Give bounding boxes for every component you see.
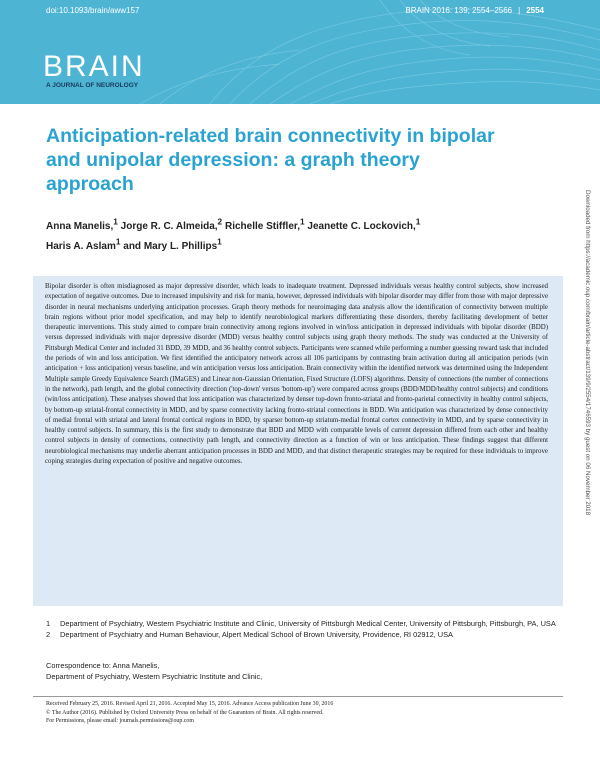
author-name: Jeanette C. Lockovich, <box>307 221 416 233</box>
author <box>307 217 421 233</box>
affiliation-number: 2 <box>46 629 51 639</box>
author <box>224 217 305 233</box>
journal-subtitle: A JOURNAL OF NEUROLOGY <box>46 82 139 89</box>
author-name: Richelle Stiffler, <box>224 221 300 233</box>
received-dates: Received February 25, 2016. Revised April 21, 2016. Accepted May 15, 2016. Advance Access publication June 30, 2016 <box>46 701 334 707</box>
affiliation-item <box>46 630 556 641</box>
citation-separator: | <box>518 6 521 15</box>
journal-logo: BRAIN <box>43 50 145 83</box>
citation-label <box>405 6 544 15</box>
author-name: Haris A. Aslam <box>46 240 116 252</box>
copyright-notice: © The Author (2016). Published by Oxford University Press on behalf of the Guarantors of Brain. All rights reserved. <box>46 709 324 716</box>
author-list <box>46 215 516 254</box>
author-affiliation-mark: 1 <box>415 217 421 227</box>
download-watermark <box>583 190 591 590</box>
author-affiliation-mark: 2 <box>217 217 223 227</box>
author-affiliation-mark: 1 <box>217 236 222 247</box>
citation-text: BRAIN 2016: 139; 2554–2566 <box>405 6 513 15</box>
download-watermark-text: Downloaded from https://academic.oup.com/brain/article-abstract/139/9/2554/1746593 by guest on 06 November 2018 <box>584 190 591 516</box>
affiliation-item <box>46 619 556 630</box>
author-name: Jorge R. C. Almeida, <box>120 221 218 233</box>
article-title: Anticipation-related brain connectivity in bipolar and unipolar depression: a graph theory approach <box>46 125 495 195</box>
correspondence-line: Department of Psychiatry, Western Psychiatric Institute and Clinic, <box>46 672 263 681</box>
affiliation-text: Department of Psychiatry, Western Psychiatric Institute and Clinic, University of Pittsburgh Medical Center, University of Pittsburgh, Pittsburgh, PA, USA <box>60 619 556 628</box>
page-number: 2554 <box>526 6 544 15</box>
author <box>46 217 118 233</box>
correspondence-line: Correspondence to: Anna Manelis, <box>46 661 160 670</box>
permissions-note: For Permissions, please email: journals.permissions@oup.com <box>46 718 194 725</box>
doi-label: doi:10.1093/brain/aww157 <box>46 6 140 15</box>
affiliation-number: 1 <box>46 619 51 628</box>
author-name: and Mary L. Phillips <box>123 240 218 252</box>
author-affiliation-mark: 1 <box>115 236 121 247</box>
affiliation-text: Department of Psychiatry and Human Behaviour, Alpert Medical School of Brown University, Providence, RI 02912, USA <box>60 629 453 639</box>
author <box>46 236 121 252</box>
author-affiliation-mark: 1 <box>113 217 118 227</box>
author-affiliation-mark: 1 <box>300 217 305 227</box>
author <box>120 217 223 233</box>
correspondence <box>46 660 556 682</box>
journal-banner <box>0 0 600 104</box>
author-name: Anna Manelis, <box>46 221 114 233</box>
publication-footer <box>46 700 556 726</box>
affiliations <box>46 619 556 640</box>
abstract-text: Bipolar disorder is often misdiagnosed as major depressive disorder, which leads to inadequate treatment. Depressed individuals versus healthy control subjects, show increased expectation of negative outcomes. Due to increased impulsivity and risk for mania, however, depressed individuals with bipolar disorder may differ from those with major depressive disorder in neural mechanisms underlying anticipation processes. Graph theory methods for neuroimaging data analysis allow the identification of connectivity between multiple brain regions without prior model specification, and may help to identify neurobiological markers differentiating these disorders, thereby facilitating development of better therapeutic interventions. This study aimed to compare brain connectivity among regions involved in win/loss anticipation in depressed individuals with bipolar disorder (BDD) versus depressed individuals with major depressive disorder (MDD) versus healthy control subjects using graph theory methods. The study was conducted at the University of Pittsburgh Medical Center and included 31 BDD, 39 MDD, and 36 healthy control subjects. Participants were scanned while performing a number guessing reward task that included the periods of win and loss anticipation. We first identified the anticipatory network across all 106 participants by contrasting brain activation during all anticipation periods (win anticipation + loss anticipation) versus baseline, and win anticipation versus loss anticipation. Brain connectivity within the identified network was determined using the Independent Multiple sample Greedy Equivalence Search (IMaGES) and Linear non-Gaussian Orientation, Fixed Structure (LOFS) algorithms. Density of connections (the number of connections in the network), path length, and the global connectivity direction ('top-down' versus 'bottom-up') were compared across groups (BDD/MDD/healthy control subjects) and conditions (win/loss anticipation). These analyses showed that loss anticipation was characterized by denser top-down fronto-striatal and fronto-parietal connectivity in healthy control subjects, by bottom-up striatal-frontal connectivity in MDD, and by sparse connectivity lacking fronto-striatal connections in BDD. Win anticipation was characterized by dense connectivity of medial frontal with striatal and lateral frontal cortical regions in BDD, by sparser bottom-up striatum-medial frontal cortex connectivity in MDD, and by sparse connectivity in healthy control subjects. In summary, this is the first study to demonstrate that BDD and MDD with comparable levels of current depression differed from each other and healthy control subjects in density of connections, connectivity path length, and connectivity direction as a function of win or loss anticipation. These findings suggest that different neurobiological mechanisms may underlie aberrant anticipation processes in BDD and MDD, and that distinct therapeutic strategies may be required for these individuals to improve coping strategies during expectation of positive and negative outcomes. <box>45 283 548 466</box>
footer-divider <box>33 696 563 697</box>
author <box>123 236 222 252</box>
